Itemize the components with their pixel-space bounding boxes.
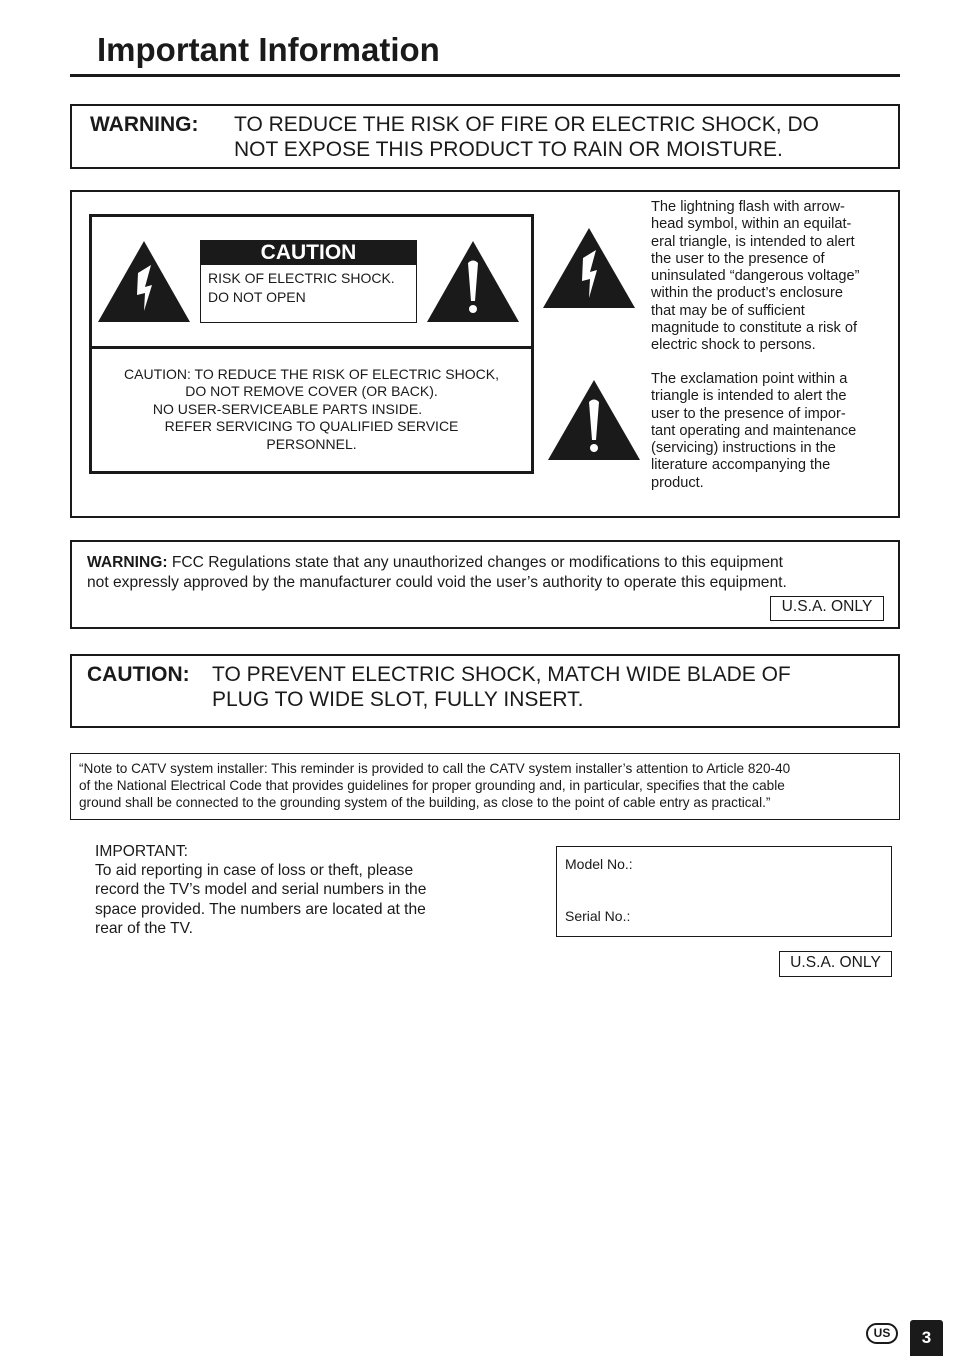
panel-text-line: PERSONNEL.: [266, 435, 357, 452]
caution-label: CAUTION:: [87, 663, 190, 686]
serial-number-label: Serial No.:: [565, 908, 631, 924]
fcc-line-text: FCC Regulations state that any unauthorized changes or modifications to this equipment: [167, 554, 783, 571]
exclamation-symbol-explanation: [651, 371, 893, 492]
warning-line: TO REDUCE THE RISK OF FIRE OR ELECTRIC SHOCK, DO: [234, 113, 819, 136]
panel-text-line: DO NOT REMOVE COVER (OR BACK).: [185, 383, 438, 400]
region-badge: U.S.A. ONLY: [779, 951, 892, 977]
lightning-triangle-icon: [543, 228, 635, 308]
caution-label-line: DO NOT OPEN: [208, 289, 306, 305]
catv-text: [79, 760, 790, 811]
us-region-badge: US: [866, 1323, 898, 1344]
catv-line: “Note to CATV system installer: This reminder is provided to call the CATV system installer’s attention to Article 820-40: [79, 761, 791, 776]
exclamation-triangle-icon: [548, 380, 640, 460]
panel-text-line: CAUTION: TO REDUCE THE RISK OF ELECTRIC SHOCK,: [124, 366, 499, 382]
explanation-line: electric shock to persons.: [651, 337, 816, 354]
explanation-line: literature accompanying the: [651, 457, 831, 474]
page-title: Important Information: [97, 31, 440, 68]
catv-line: of the National Electrical Code that provides guidelines for proper grounding and, in particular, specifies that the cable: [79, 778, 785, 793]
panel-text-line: NO USER-SERVICEABLE PARTS INSIDE.: [152, 400, 423, 417]
lightning-symbol-explanation: [651, 199, 893, 355]
explanation-line: triangle is intended to alert the: [651, 388, 847, 405]
important-note: [95, 842, 495, 938]
important-line: To aid reporting in case of loss or theft, please: [95, 862, 414, 880]
important-line: record the TV’s model and serial numbers in the: [95, 881, 427, 899]
explanation-line: head symbol, within an equilat-: [651, 216, 852, 233]
explanation-line: magnitude to constitute a risk of: [651, 320, 858, 337]
caution-panel-text: [92, 366, 531, 453]
important-heading: IMPORTANT:: [95, 843, 188, 860]
warning-line: NOT EXPOSE THIS PRODUCT TO RAIN OR MOISTURE.: [234, 138, 783, 161]
caution-plug-box: [70, 654, 900, 728]
caution-line: TO PREVENT ELECTRIC SHOCK, MATCH WIDE BLADE OF: [212, 663, 791, 686]
important-line: space provided. The numbers are located at the: [95, 900, 426, 918]
explanation-line: eral triangle, is intended to alert: [651, 233, 855, 250]
model-serial-record-box: [556, 846, 892, 937]
exclamation-triangle-icon: [427, 241, 519, 322]
caution-plug-text: [212, 662, 892, 712]
fcc-warning-text: [87, 553, 887, 592]
warning-moisture-text: [234, 112, 894, 162]
warning-moisture-box: [70, 104, 900, 169]
catv-installer-note: [70, 753, 900, 820]
lightning-triangle-icon: [98, 241, 190, 322]
caution-heading: CAUTION: [200, 240, 417, 265]
fcc-line: not expressly approved by the manufacturer could void the user’s authority to operate this equipment.: [87, 573, 787, 591]
explanation-line: uninsulated “dangerous voltage”: [651, 268, 860, 285]
explanation-line: tant operating and maintenance: [651, 422, 857, 439]
explanation-line: (servicing) instructions in the: [651, 440, 836, 457]
caution-line: PLUG TO WIDE SLOT, FULLY INSERT.: [212, 688, 584, 711]
warning-label: WARNING:: [90, 113, 199, 136]
explanation-line: the user to the presence of: [651, 250, 825, 267]
explanation-line: The exclamation point within a: [651, 371, 848, 387]
explanation-line: that may be of sufficient: [651, 302, 805, 319]
page-number: 3: [910, 1320, 943, 1356]
title-underline: [70, 74, 900, 77]
region-badge: U.S.A. ONLY: [770, 596, 884, 621]
fcc-line: [87, 553, 887, 573]
fcc-warning-label: WARNING:: [87, 554, 168, 571]
explanation-line: product.: [651, 474, 704, 491]
important-line: rear of the TV.: [95, 919, 193, 937]
explanation-line: user to the presence of impor-: [651, 405, 846, 422]
panel-text-line: REFER SERVICING TO QUALIFIED SERVICE: [164, 418, 459, 435]
catv-line: ground shall be connected to the grounding system of the building, as close to the point of cable entry as practical.”: [79, 795, 771, 810]
explanation-line: within the product’s enclosure: [651, 285, 843, 302]
model-number-label: Model No.:: [565, 856, 633, 872]
explanation-line: The lightning flash with arrow-: [651, 199, 845, 215]
caution-label-line: RISK OF ELECTRIC SHOCK.: [208, 270, 395, 286]
panel-divider: [89, 346, 534, 349]
